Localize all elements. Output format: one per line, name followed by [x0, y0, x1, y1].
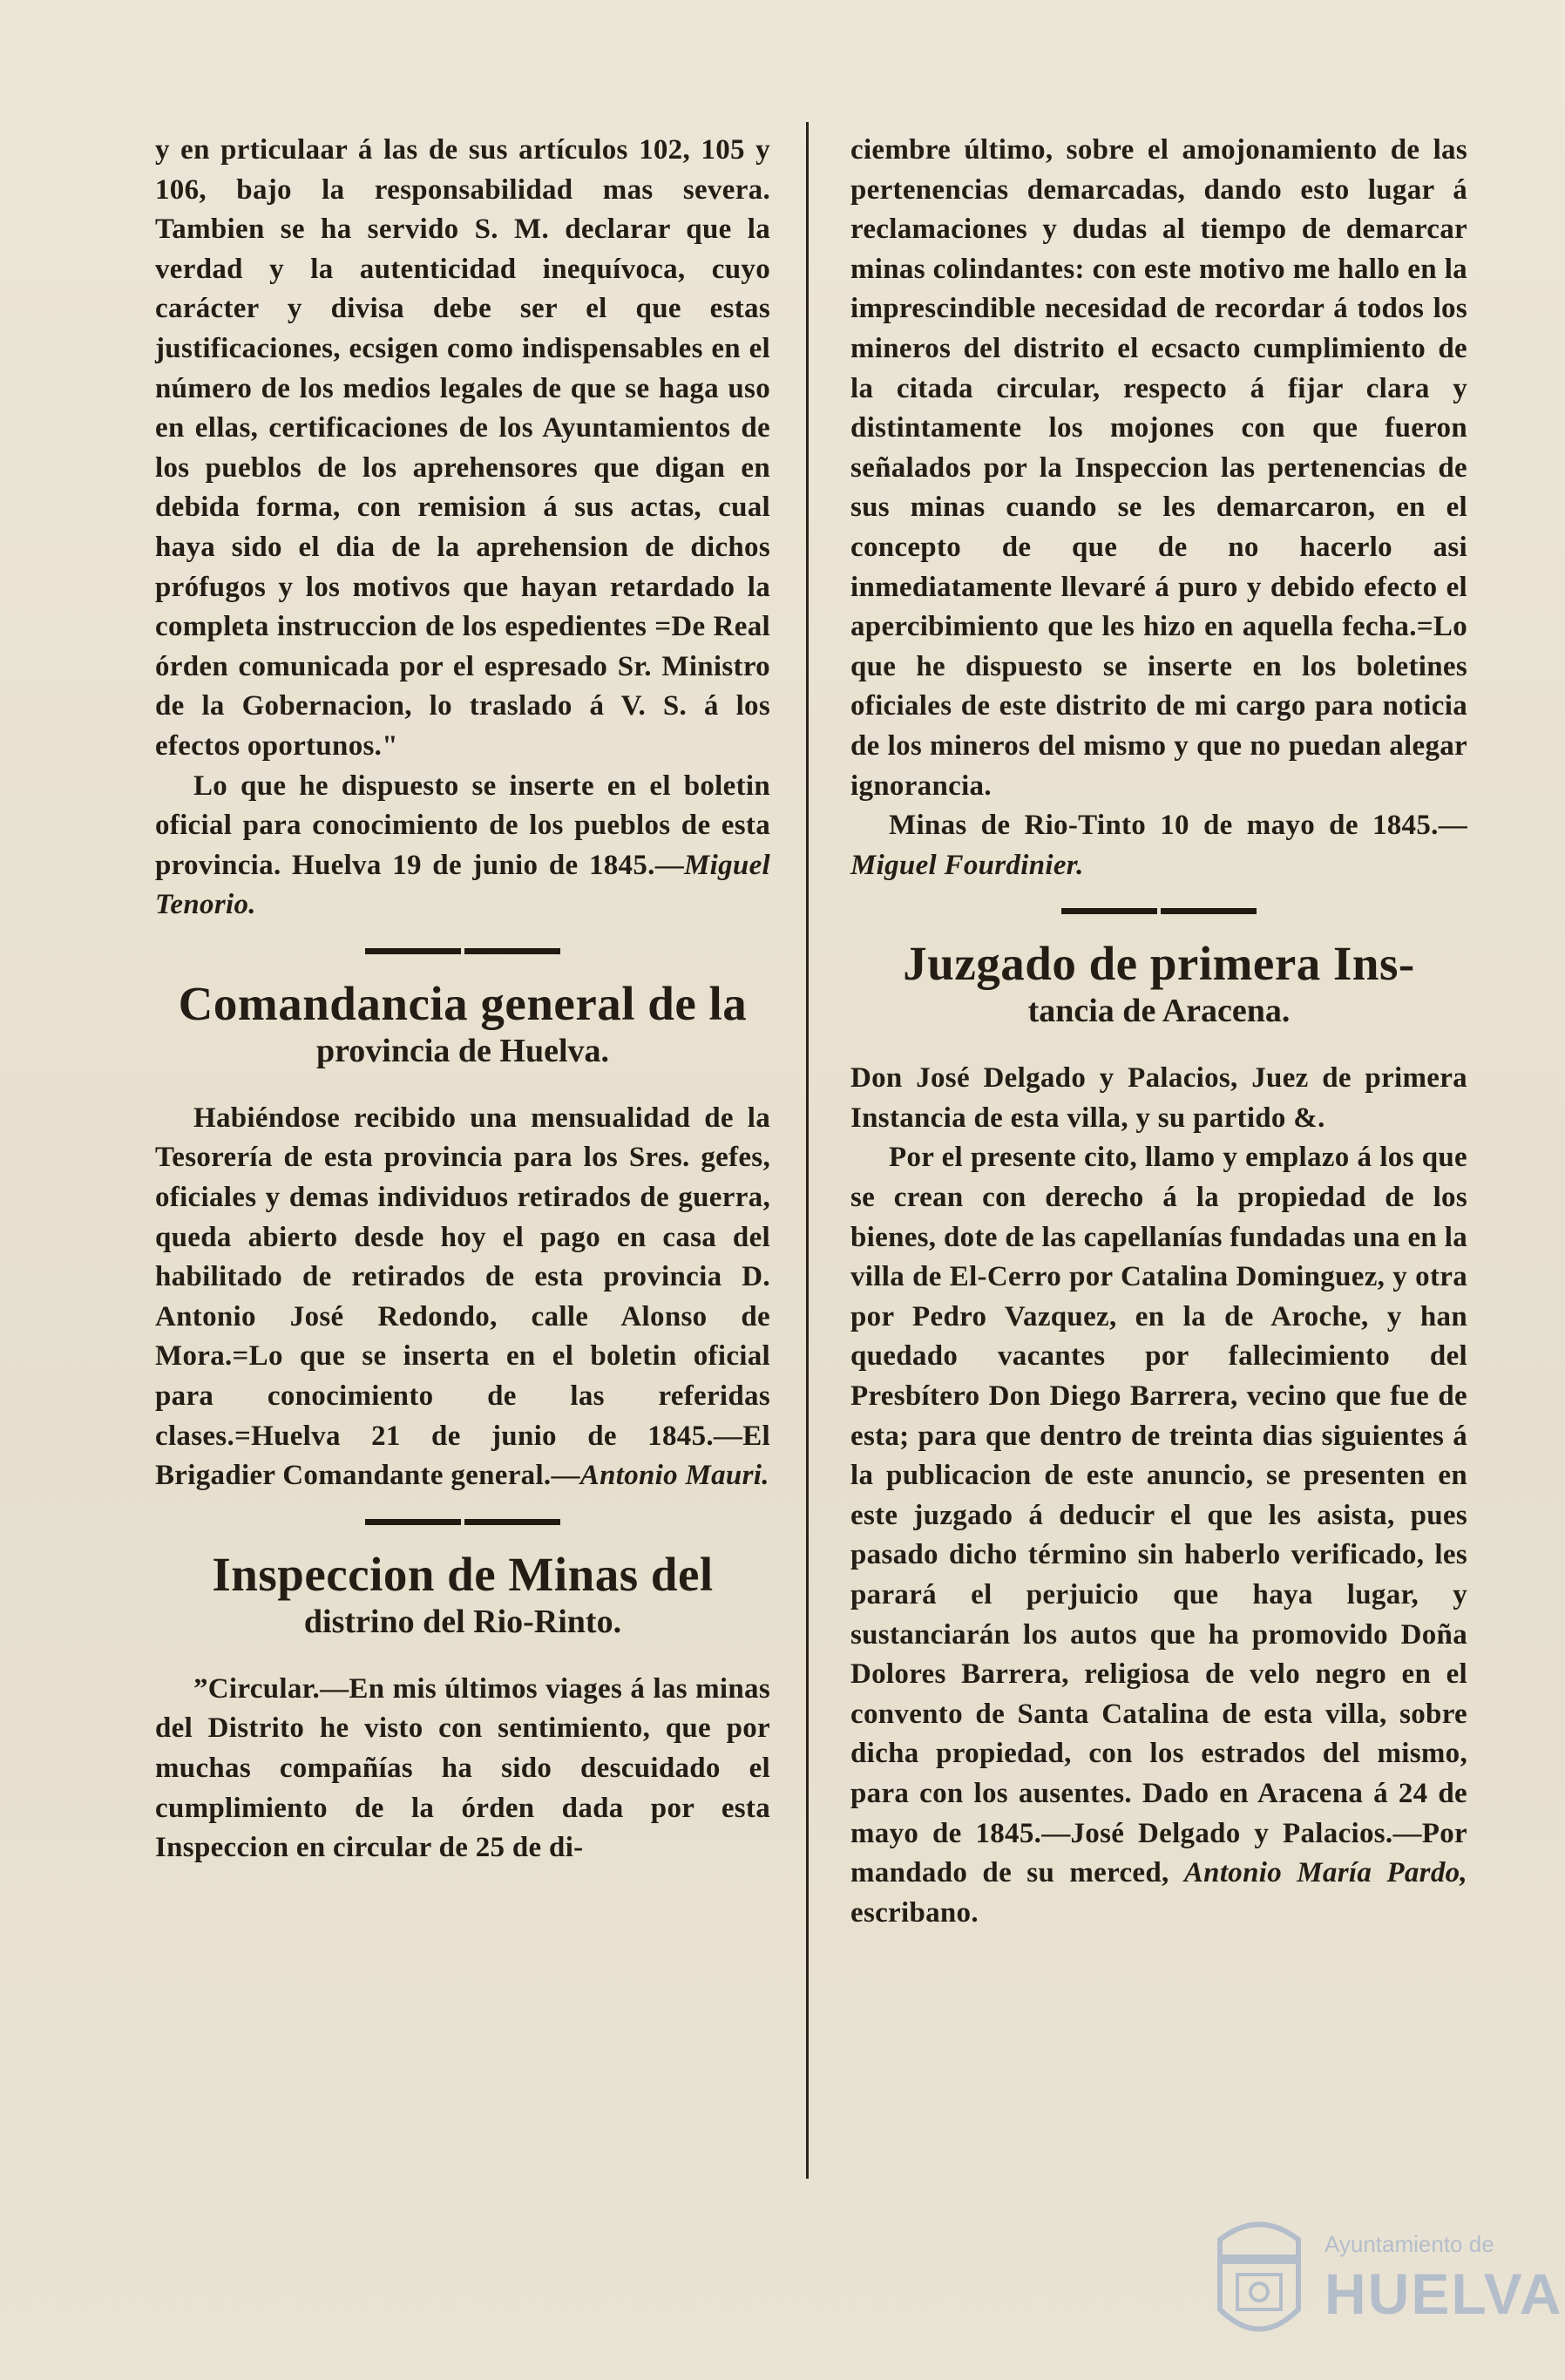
watermark-line-2: HUELVA [1324, 2261, 1563, 2326]
heading-juzgado: Juzgado de primera Ins- [903, 937, 1415, 991]
right-paragraph-3: Don José Delgado y Palacios, Juez de primera Instancia de esta villa, y su partido &. [850, 1062, 1467, 1134]
left-paragraph-4: ”Circular.—En mis últimos viages á las minas del Distrito he visto con sentimiento, que por muchas compañías ha sido descuidado el cumplimiento de la órden dada por esta Inspeccion en circular de 25 de di- [155, 1672, 770, 1864]
right-paragraph-2-text: Minas de Rio-Tinto 10 de mayo de 1845.— [889, 810, 1467, 842]
left-signature-mauri: Antonio Mauri. [579, 1460, 769, 1492]
section-rule [155, 948, 770, 954]
column-divider [806, 122, 809, 2179]
right-signature-fourdinier: Miguel Fourdinier. [850, 849, 1084, 881]
left-paragraph-3 [155, 1099, 770, 1496]
subheading-juzgado: tancia de Aracena. [1027, 993, 1291, 1030]
right-paragraph-2 [850, 806, 1467, 885]
heading-comandancia: Comandancia general de la [178, 976, 748, 1030]
ayuntamiento-watermark [1203, 2205, 1563, 2353]
subheading-inspeccion: distrino del Rio-Rinto. [303, 1603, 622, 1640]
right-paragraph-4 [850, 1138, 1467, 1933]
coat-of-arms-icon [1203, 2205, 1316, 2353]
section-rule [850, 908, 1467, 914]
right-signature-pardo: Antonio María Pardo, [1183, 1857, 1467, 1889]
right-column [850, 131, 1467, 1933]
left-column [155, 131, 770, 1868]
left-paragraph-1: y en prticulaar á las de sus artículos 102, 105 y 106, bajo la responsabilidad mas severa. Tambien se ha servido S. M. declarar que la verdad y la autenticidad inequívoca, cuyo carácter y divisa debe ser el que estas justificaciones, ecsigen como indispensables en el número de los medios legales de que se haga uso en ellas, certificaciones de los Ayuntamientos de los pueblos de los aprehensores que digan en debida forma, con remision á sus actas, cual haya sido el dia de la aprehension de dichos prófugos y los motivos que hayan retardado la completa instruccion de los espedientes =De Real órden comunicada por el espresado Sr. Ministro de la Gobernacion, lo traslado á V. S. á los efectos oportunos." [155, 134, 770, 762]
left-signature-tenorio: Miguel Tenorio. [155, 849, 770, 921]
left-paragraph-2-text: Lo que he dispuesto se inserte en el boletin oficial para conocimiento de los pueblos de esta provincia. Huelva 19 de junio de 1845.— [155, 770, 770, 881]
left-paragraph-3-text: Habiéndose recibido una mensualidad de la Tesorería de esta provincia para los Sres. gefes, oficiales y demas individuos retirados de guerra, queda abierto desde hoy el pago en casa del habilitado de retirados de esta provincia D. Antonio José Redondo, calle Alonso de Mora.=Lo que se inserta en el boletin oficial para conocimiento de las referidas clases.=Huelva 21 de junio de 1845.—El Brigadier Comandante general.— [155, 1102, 770, 1492]
right-paragraph-4-text: Por el presente cito, llamo y emplazo á los que se crean con derecho á la propiedad de los bienes, dote de las capellanías fundadas una en la villa de El-Cerro por Catalina Dominguez, y otra por Pedro Vazquez, en la de Aroche, y han quedado vacantes por fallecimiento del Presbítero Don Diego Barrera, vecino que fue de esta; para que dentro de treinta dias siguientes á la publicacion de este anuncio, se presenten en este juzgado á deducir el que les asista, pues pasado dicho término sin haberlo verificado, les parará el perjuicio que haya lugar, y sustanciarán los autos que ha promovido Doña Dolores Barrera, religiosa de velo negro en el convento de Santa Catalina de esta villa, sobre dicha propiedad, con los estrados del mismo, para con los ausentes. Dado en Aracena á 24 de mayo de 1845.—José Delgado y Palacios.—Por mandado de su merced, [850, 1142, 1467, 1889]
left-paragraph-2 [155, 767, 770, 926]
right-paragraph-4-end: escribano. [850, 1896, 979, 1929]
watermark-line-1: Ayuntamiento de [1324, 2231, 1494, 2257]
right-paragraph-1: ciembre último, sobre el amojonamiento de las pertenencias demarcadas, dando esto lugar á reclamaciones y dudas al tiempo de demarcar minas colindantes: con este motivo me hallo en la imprescindible necesidad de recordar á todos los mineros del distrito el ecsacto cumplimiento de la citada circular, respecto á fijar clara y distintamente los mojones con que fueron señalados por la Inspeccion las pertenencias de sus minas cuando se les demarcaron, en el concepto de que de no hacerlo asi inmediatamente llevaré á puro y debido efecto el apercibimiento que les hizo en aquella fecha.=Lo que he dispuesto se inserte en los boletines oficiales de este distrito de mi cargo para noticia de los mineros del mismo y que no puedan alegar ignorancia. [850, 134, 1467, 802]
subheading-comandancia: provincia de Huelva. [315, 1032, 610, 1069]
section-rule [155, 1519, 770, 1525]
heading-inspeccion: Inspeccion de Minas del [212, 1547, 714, 1601]
